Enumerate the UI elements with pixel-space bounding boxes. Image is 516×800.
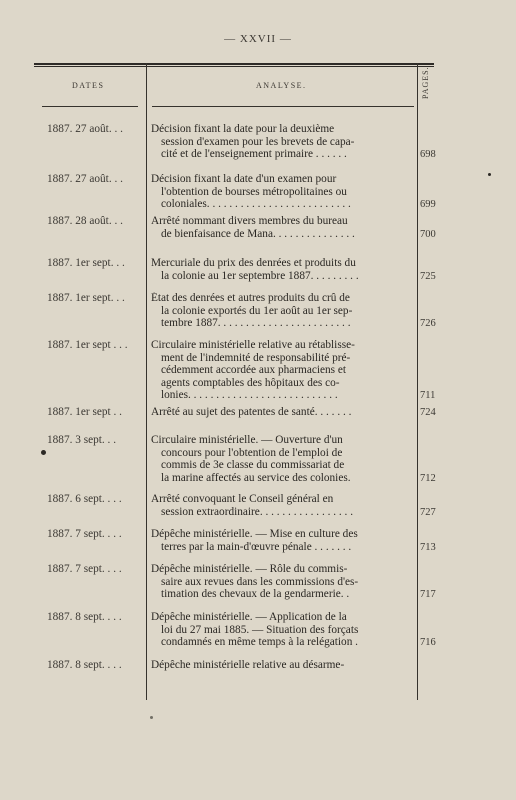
entry-page-number: 725: [420, 270, 436, 282]
page-number-header: — XXVII —: [224, 33, 292, 45]
column-divider-pages: [417, 63, 418, 700]
entry-page-number: 713: [420, 541, 436, 553]
entry-analysis-line: cité et de l'enseignement primaire . . . . . .: [161, 148, 347, 161]
entry-analysis: [151, 659, 415, 672]
entry-analysis-line: État des denrées et autres produits du crû de: [151, 292, 350, 304]
entry-analysis-line: session d'examen pour les brevets de capa-: [161, 135, 355, 148]
entry-analysis: [151, 173, 415, 211]
entry-analysis-line: saire aux revues dans les commissions d'es-: [161, 575, 359, 588]
entry-date: 1887. 8 sept. . . .: [47, 659, 122, 671]
entry-date: 1887. 6 sept. . . .: [47, 493, 122, 505]
entry-page-number: 716: [420, 637, 436, 649]
entry-date: 1887. 27 août. . .: [47, 123, 123, 135]
column-header-dates: DATES: [72, 81, 105, 90]
entry-analysis-line: la colonie au 1er septembre 1887. . . . . . . . .: [161, 269, 359, 282]
entry-page-number: 712: [420, 472, 436, 484]
entry-analysis-line: Décision fixant la date pour la deuxième: [151, 123, 335, 135]
entry-date: 1887. 27 août. . .: [47, 173, 123, 185]
entry-analysis-line: la colonie exportés du 1er août au 1er sep-: [161, 304, 353, 317]
entry-analysis-line: Décision fixant la date d'un examen pour: [151, 173, 337, 185]
entry-analysis: [151, 611, 415, 649]
ink-speck: [488, 173, 491, 176]
entry-analysis-line: la marine affectés au service des colonies.: [161, 471, 351, 484]
entry-analysis-line: Dépêche ministérielle relative au désarme-: [151, 659, 345, 671]
entry-analysis-line: tembre 1887. . . . . . . . . . . . . . . . . . . . . . . .: [161, 317, 351, 330]
entry-page-number: 717: [420, 589, 436, 601]
entry-analysis-line: Arrêté au sujet des patentes de santé. . . . . . .: [151, 406, 352, 418]
entry-page-number: 699: [420, 199, 436, 211]
entry-analysis: [151, 406, 415, 419]
entry-page-number: 698: [420, 149, 436, 161]
entry-analysis: [151, 215, 415, 240]
entry-analysis-line: coloniales. . . . . . . . . . . . . . . . . . . . . . . . . .: [161, 198, 351, 211]
entry-analysis-line: ment de l'indemnité de responsabilité pré-: [161, 351, 351, 364]
entry-date: 1887. 3 sept. . .: [47, 434, 117, 446]
entry-analysis: [151, 257, 415, 282]
entry-analysis-line: de bienfaisance de Mana. . . . . . . . . . . . . . .: [161, 227, 355, 240]
entry-analysis-line: concours pour l'obtention de l'emploi de: [161, 446, 343, 459]
entry-analysis-line: session extraordinaire. . . . . . . . . . . . . . . . .: [161, 505, 354, 518]
column-header-pages: PAGES.: [421, 66, 430, 99]
entry-analysis-line: agents comptables des hôpitaux des co-: [161, 376, 340, 389]
entry-analysis-line: cédemment accordée aux pharmaciens et: [161, 364, 347, 377]
column-divider-dates: [146, 63, 147, 700]
index-table: [34, 63, 434, 700]
header-rule-analyse: [152, 106, 414, 107]
entry-analysis-line: Arrêté nommant divers membres du bureau: [151, 215, 348, 227]
entry-analysis-line: Dépêche ministérielle. — Application de la: [151, 611, 347, 623]
entry-analysis: [151, 339, 415, 402]
entry-analysis-line: lonies. . . . . . . . . . . . . . . . . . . . . . . . . . .: [161, 389, 338, 402]
entry-analysis-line: l'obtention de bourses métropolitaines ou: [161, 185, 347, 198]
entry-analysis-line: Arrêté convoquant le Conseil général en: [151, 493, 334, 505]
entry-analysis: [151, 563, 415, 601]
entry-analysis: [151, 493, 415, 518]
entry-page-number: 711: [420, 390, 436, 402]
entry-analysis: [151, 292, 415, 330]
entry-page-number: 726: [420, 318, 436, 330]
entry-date: 1887. 8 sept. . . .: [47, 611, 122, 623]
entry-date: 1887. 1er sept . .: [47, 406, 122, 418]
entry-page-number: 700: [420, 228, 436, 240]
entry-analysis: [151, 528, 415, 553]
entry-analysis-line: timation des chevaux de la gendarmerie. .: [161, 588, 350, 601]
entry-page-number: 727: [420, 506, 436, 518]
entry-date: 1887. 7 sept. . . .: [47, 563, 122, 575]
entry-page-number: 724: [420, 407, 436, 418]
header-rule-dates: [42, 106, 138, 107]
entry-analysis-line: loi du 27 mai 1885. — Situation des forçats: [161, 623, 359, 636]
entry-date: 1887. 7 sept. . . .: [47, 528, 122, 540]
entry-analysis-line: terres par la main-d'œuvre pénale . . . . . . .: [161, 540, 352, 553]
entry-analysis-line: Circulaire ministérielle relative au rétablisse-: [151, 339, 355, 351]
entry-analysis: [151, 123, 415, 161]
entry-analysis-line: Dépêche ministérielle. — Mise en culture des: [151, 528, 358, 540]
ink-speck: [41, 450, 46, 455]
entry-analysis-line: condamnés en même temps à la relégation .: [161, 636, 358, 649]
table-top-rule-thin: [34, 66, 434, 67]
entry-analysis-line: commis de 3e classe du commissariat de: [161, 459, 345, 472]
ink-speck: [150, 716, 153, 719]
entry-date: 1887. 1er sept . . .: [47, 339, 128, 351]
column-header-analyse: ANALYSE.: [256, 81, 307, 90]
entry-analysis-line: Dépêche ministérielle. — Rôle du commis-: [151, 563, 348, 575]
table-top-rule: [34, 63, 434, 65]
entry-date: 1887. 1er sept. . .: [47, 292, 125, 304]
entry-analysis-line: Circulaire ministérielle. — Ouverture d'un: [151, 434, 343, 446]
entry-analysis: [151, 434, 415, 484]
entry-date: 1887. 1er sept. . .: [47, 257, 125, 269]
entry-analysis-line: Mercuriale du prix des denrées et produits du: [151, 257, 356, 269]
entry-date: 1887. 28 août. . .: [47, 215, 123, 227]
